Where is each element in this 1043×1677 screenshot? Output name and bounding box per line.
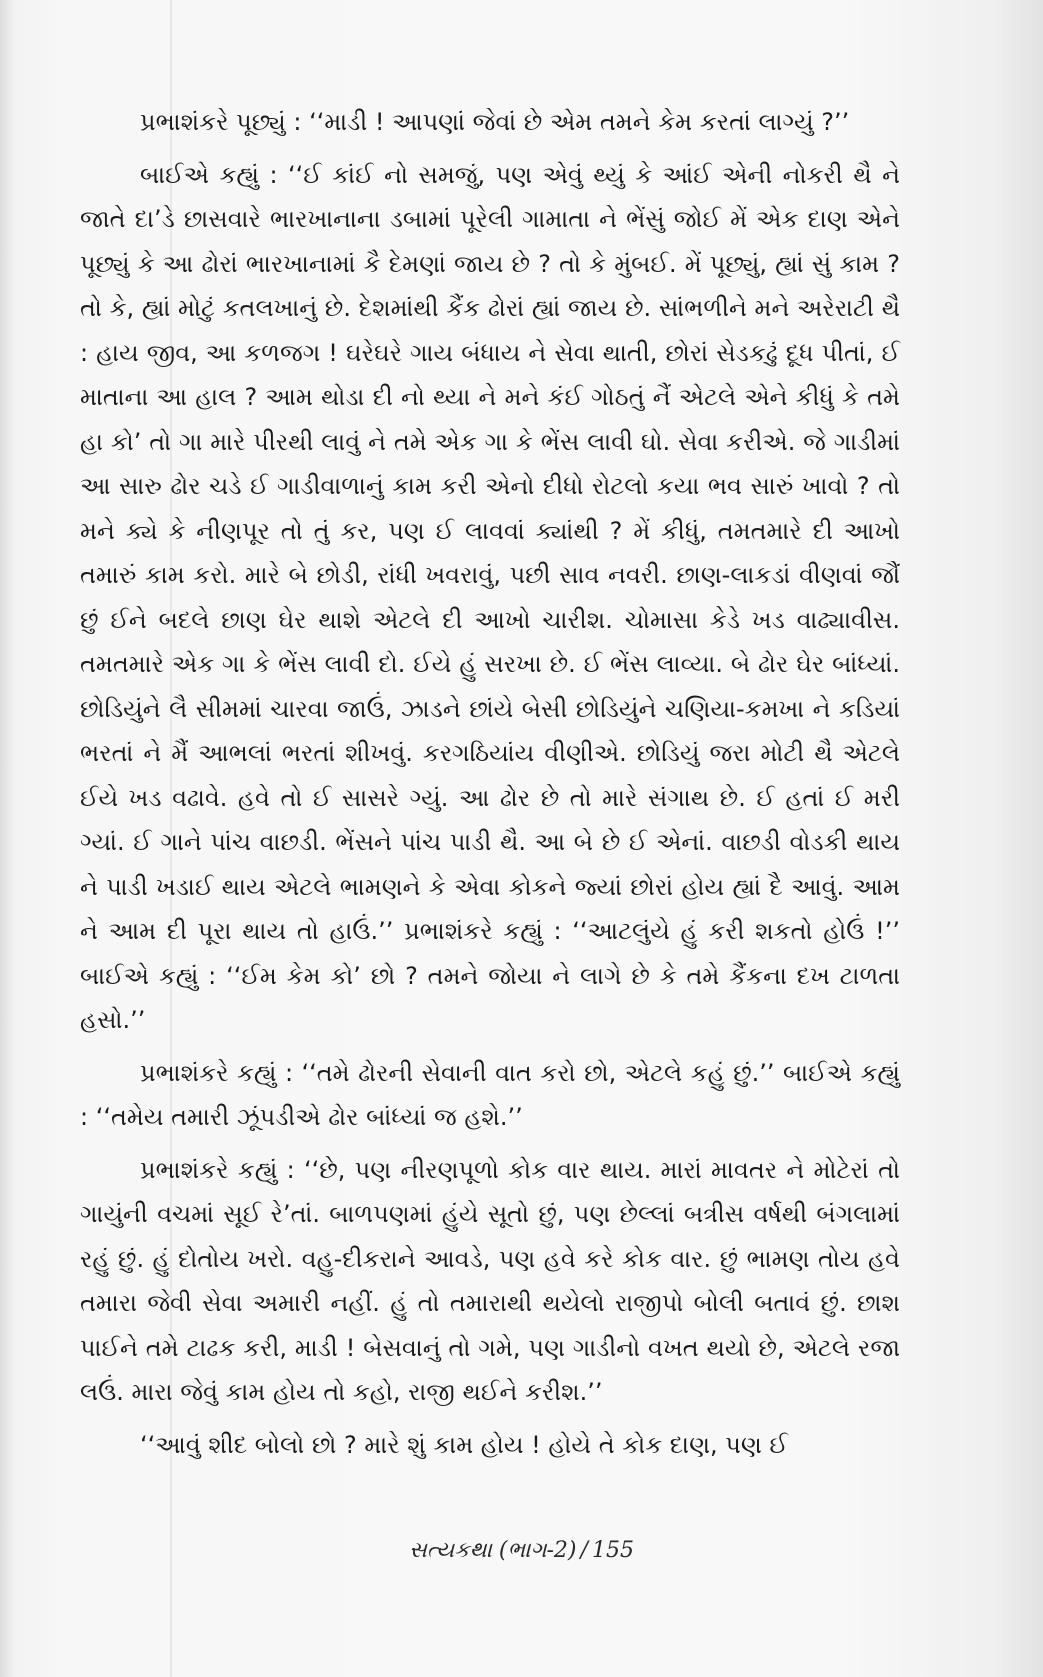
- paragraph: ‘‘આવું શીદ બોલો છો ? મારે શું કામ હોય ! હોયે તે કોક દાણ, પણ ઈ: [140, 1430, 788, 1459]
- body-text: [80, 100, 900, 1467]
- paragraph: બાઈએ કહ્યું : ‘‘ઈ કાંઈ નો સમજું, પણ એવું થ્યું કે આંઈ એની નોકરી થૈ ને જાતે દા’ડે છાસવારે ભારખાનાના ડબામાં પૂરેલી ગામાતા ને ભેંસું જોઈ મેં એક દાણ એને પૂછ્યું કે આ ઢોરાં ભારખાનામાં કૈ દેમણાં જાય છે ? તો કે મુંબઈ. મેં પૂછ્યું, હ્યાં સું કામ ? તો કે, હ્યાં મોટું કતલખાનું છે. દેશમાંથી કૈંક ઢોરાં હ્યાં જાય છે. સાંભળીને મને અરેરાટી થૈ : હાય જીવ, આ કળજગ ! ઘરેઘરે ગાય બંધાય ને સેવા થાતી, છોરાં સેડકઢું દૂધ પીતાં, ઈ માતાના આ હાલ ? આમ થોડા દી નો થ્યા ને મને કંઈ ગોઠતું નૈં એટલે એને કીધું કે તમે હા કો’ તો ગા મારે પીરથી લાવું ને તમે એક ગા કે ભેંસ લાવી ઘો. સેવા કરીએ. જે ગાડીમાં આ સારુ ઢોર ચડે ઈ ગાડીવાળાનું કામ કરી એનો દીધો રોટલો કયા ભવ સારું ખાવો ? તો મને ક્યે કે નીણપૂર તો તું કર, પણ ઈ લાવવાં ક્યાંથી ? મેં કીધું, તમતમારે દી આખો તમારું કામ કરો. મારે બે છોડી, રાંધી ખવરાવું, પછી સાવ નવરી. છાણ-લાકડાં વીણવાં જૌં છું ઈને બદલે છાણ ઘેર થાશે એટલે દી આખો ચારીશ. ચોમાસા કેડે ખડ વાઢ્યાવીસ. તમતમારે એક ગા કે ભેંસ લાવી દો. ઈયે હું સરખા છે. ઈ ભેંસ લાવ્યા. બે ઢોર ઘેર બાંધ્યાં. છોડિયુંને લૈ સીમમાં ચારવા જાઉં, ઝાડને છાંયે બેસી છોડિયુંને ચણિયા-કમખા ને કડિયાં ભરતાં ને મૈં આભલાં ભરતાં શીખવું. કરગઠિયાંય વીણીએ. છોડિયું જરા મોટી થૈ એટલે ઈયે ખડ વઢાવે. હવે તો ઈ સાસરે ગ્યું. આ ઢોર છે તો મારે સંગાથ છે. ઈ હતાં ઈ મરી ગ્યાં. ઈ ગાને પાંચ વાછડી. ભેંસને પાંચ પાડી થૈ. આ બે છે ઈ એનાં. વાછડી વોડકી થાય ને પાડી ખડાઈ થાય એટલે ભામણને કે એવા કોકને જ્યાં છોરાં હોય હ્યાં દૈ આવું. આમ ને આમ દી પૂરા થાય તો હાઉં.’’ પ્રભાશંકરે કહ્યું : ‘‘આટલુંયે હું કરી શકતો હોઉં !’’ બાઈએ કહ્યું : ‘‘ઈમ કેમ કો’ છો ? તમને જોયા ને લાગે છે કે તમે કૈંકના દખ ટાળતા હસો.’’: [80, 160, 900, 1034]
- page-footer: [0, 1538, 1043, 1563]
- paragraph: પ્રભાશંકરે કહ્યું : ‘‘તમે ઢોરની સેવાની વાત કરો છો, એટલે કહું છું.’’ બાઈએ કહ્યું : ‘‘તમેય તમારી ઝૂંપડીએ ઢોર બાંધ્યાં જ હશે.’’: [80, 1058, 900, 1131]
- footer-separator: /: [580, 1538, 588, 1563]
- footer-book-title: સત્યકથા (ભાગ-2): [409, 1538, 577, 1563]
- page-gutter-shadow: [0, 0, 14, 1677]
- paragraph: પ્રભાશંકરે કહ્યું : ‘‘છે, પણ નીરણપૂળો કોક વાર થાય. મારાં માવતર ને મોટેરાં તો ગાયુંની વચમાં સૂઈ રે’તાં. બાળપણમાં હુંયે સૂતો છું, પણ છેલ્લાં બત્રીસ વર્ષથી બંગલામાં રહું છું. હું દોતોય ખરો. વહુ-દીકરાને આવડે, પણ હવે કરે કોક વાર. છું ભામણ તોય હવે તમારા જેવી સેવા અમારી નહીં. હું તો તમારાથી થયેલો રાજીપો બોલી બતાવં છું. છાશ પાઈને તમે ટાઢક કરી, માડી ! બેસવાનું તો ગમે, પણ ગાડીનો વખત થયો છે, એટલે રજા લઉં. મારા જેવું કામ હોય તો કહો, રાજી થઈને કરીશ.’’: [80, 1155, 900, 1406]
- page-number: 155: [591, 1538, 634, 1563]
- paragraph: પ્રભાશંકરે પૂછ્યું : ‘‘માડી ! આપણાં જેવાં છે એમ તમને કેમ કરતાં લાગ્યું ?’’: [140, 108, 850, 136]
